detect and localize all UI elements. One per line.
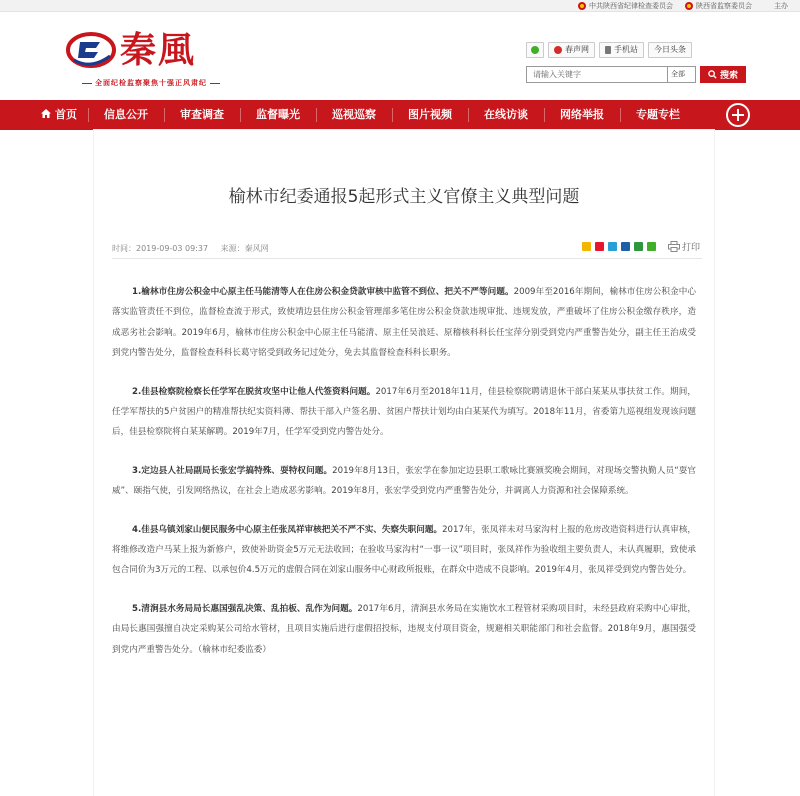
paragraph-lead: 1.榆林市住房公积金中心原主任马能清等人在住房公积金贷款审核中监管不到位、把关不严等问题。 [132, 287, 514, 297]
article-paragraph [112, 599, 696, 660]
article-paragraph [112, 461, 696, 502]
national-emblem-icon [685, 2, 693, 10]
top-links [578, 1, 752, 11]
article-time: 时间：2019-09-03 09:37 [112, 244, 209, 253]
search-bar [526, 66, 746, 83]
article-body [112, 282, 696, 678]
meta-divider [112, 258, 702, 259]
top-link-supervision[interactable]: 陕西省监察委员会 [685, 1, 752, 11]
mobile-site-button[interactable]: 手机站 [599, 42, 644, 58]
share-qzone-icon[interactable] [582, 242, 591, 251]
nav-item-media[interactable]: 图片视频 [392, 100, 468, 130]
article-paragraph [112, 382, 696, 443]
main-nav [0, 100, 800, 130]
home-icon [41, 109, 51, 118]
site-header [0, 12, 800, 98]
search-button[interactable]: 搜索 [700, 66, 746, 83]
site-logo[interactable] [66, 24, 226, 96]
share-weibo-icon[interactable] [595, 242, 604, 251]
logo-text: 秦風 [120, 29, 197, 71]
nav-item-investigation[interactable]: 审查调查 [164, 100, 240, 130]
social-chunsheng-button[interactable]: 春声网 [548, 42, 595, 58]
qinfeng-logo-icon [66, 30, 116, 70]
share-douban-icon[interactable] [634, 242, 643, 251]
nav-item-inspection[interactable]: 巡视巡察 [316, 100, 392, 130]
wechat-icon [531, 46, 539, 54]
mobile-icon [605, 46, 611, 54]
article-paragraph [112, 282, 696, 364]
wechat-button[interactable] [526, 42, 544, 58]
top-strip [0, 0, 800, 12]
share-wechat-icon[interactable] [647, 242, 656, 251]
article-title: 榆林市纪委通报5起形式主义官僚主义典型问题 [228, 187, 580, 207]
paragraph-body: 2017年6月，清涧县水务局在实施饮水工程管材采购项目时，未经县政府采购中心审批，由局长惠国强擅自决定采购某公司给水管材，且项目实施后进行虚假招投标，违规支付项目资金，规避相关职能部门和社会监督。2018年9月，惠国强受到党内严重警告处分。（榆林市纪委监委） [112, 603, 696, 655]
party-emblem-icon [578, 2, 586, 10]
article-paragraph [112, 520, 696, 581]
nav-item-interview[interactable]: 在线访谈 [468, 100, 544, 130]
logo-slogan: 全面纪检监察聚焦十强正风肃纪 [66, 78, 236, 88]
top-host-label: 主办 [774, 2, 788, 10]
paragraph-body: 2017年，张凤祥未对马家沟村上报的危房改造资料进行认真审核，将维修改造户马某上报为新修户，致使补助资金5万元无法收回；在验收马家沟村“一事一议”项目时，张凤祥作为验收组主要负责人，未认真履职，致使承包合同价为3万元的工程、以承包价4.5万元的虚假合同在刘家山服务中心财政所报账，在群众中造成不良影响。2019年4月，张凤祥受到党内警告处分。 [112, 524, 697, 576]
article-page [94, 130, 714, 796]
paragraph-body: 2017年6月至2018年11月，佳县检察院聘请退休干部白某某从事扶贫工作。期间，任学军帮扶的5户贫困户的精准帮扶纪实资料薄、帮扶干部入户签名册、贫困户帮扶计划均由白某某代为填写。2018年11月，省委第九巡视组发现该问题后，佳县检察院将白某某解聘。2019年7月，任学军受到党内警告处分。 [112, 386, 696, 438]
article-source: 来源：秦风网 [220, 244, 269, 253]
printer-icon [668, 241, 680, 252]
social-links [526, 42, 692, 58]
share-buttons [582, 242, 656, 251]
nav-item-home[interactable]: 首页 [30, 100, 88, 130]
search-icon [708, 70, 717, 79]
search-input[interactable] [526, 66, 668, 83]
nav-list [30, 100, 696, 130]
top-link-commission[interactable]: 中共陕西省纪律检查委员会 [578, 1, 673, 11]
nav-item-report[interactable]: 网络举报 [544, 100, 620, 130]
paragraph-lead: 3.定边县人社局副局长张宏学搞特殊、耍特权问题。 [132, 465, 333, 476]
weibo-icon [554, 46, 562, 54]
nav-item-exposure[interactable]: 监督曝光 [240, 100, 316, 130]
nav-item-topics[interactable]: 专题专栏 [620, 100, 696, 130]
nav-item-info[interactable]: 信息公开 [88, 100, 164, 130]
paragraph-body: 2019年8月13日，张宏学在参加定边县职工歌咏比赛颁奖晚会期间，对现场交警执勤人员“耍官威”、颐指气使，引发网络热议，在社会上造成恶劣影响。2019年8月，张宏学受到党内严重警告处分，并调离人力资源和社会保障系统。 [112, 465, 697, 497]
search-scope-select[interactable]: 全部 [668, 66, 696, 83]
paragraph-lead: 5.清涧县水务局局长惠国强乱决策、乱拍板、乱作为问题。 [132, 603, 358, 614]
paragraph-body: 2009年至2016年期间，榆林市住房公积金中心落实监管责任不到位，监督检查流于形式，致使靖边县住房公积金管理部多笔住房公积金贷款违规审批、违规发放，严重破坏了住房公积金缴存秩序，造成恶劣社会影响。2019年6月，榆林市住房公积金中心原主任马能清、原主任吴浪廷、原稽核科科长任宝萍分别受到党内严重警告处分，副主任王治成受到党内警告处分，监督检查科科长葛守铭受到政务记过处分，免去其监督检查科科长职务。 [112, 287, 696, 359]
toutiao-button[interactable]: 今日头条 [648, 42, 692, 58]
share-tencent-icon[interactable] [608, 242, 617, 251]
more-plus-button[interactable] [726, 103, 750, 127]
share-renren-icon[interactable] [621, 242, 630, 251]
paragraph-lead: 2.佳县检察院检察长任学军在脱贫攻坚中让他人代签资料问题。 [132, 386, 376, 397]
paragraph-lead: 4.佳县乌镇刘家山便民服务中心原主任张凤祥审核把关不严不实、失察失职问题。 [132, 524, 443, 535]
print-button[interactable]: 打印 [668, 240, 700, 253]
article-meta [112, 243, 279, 254]
